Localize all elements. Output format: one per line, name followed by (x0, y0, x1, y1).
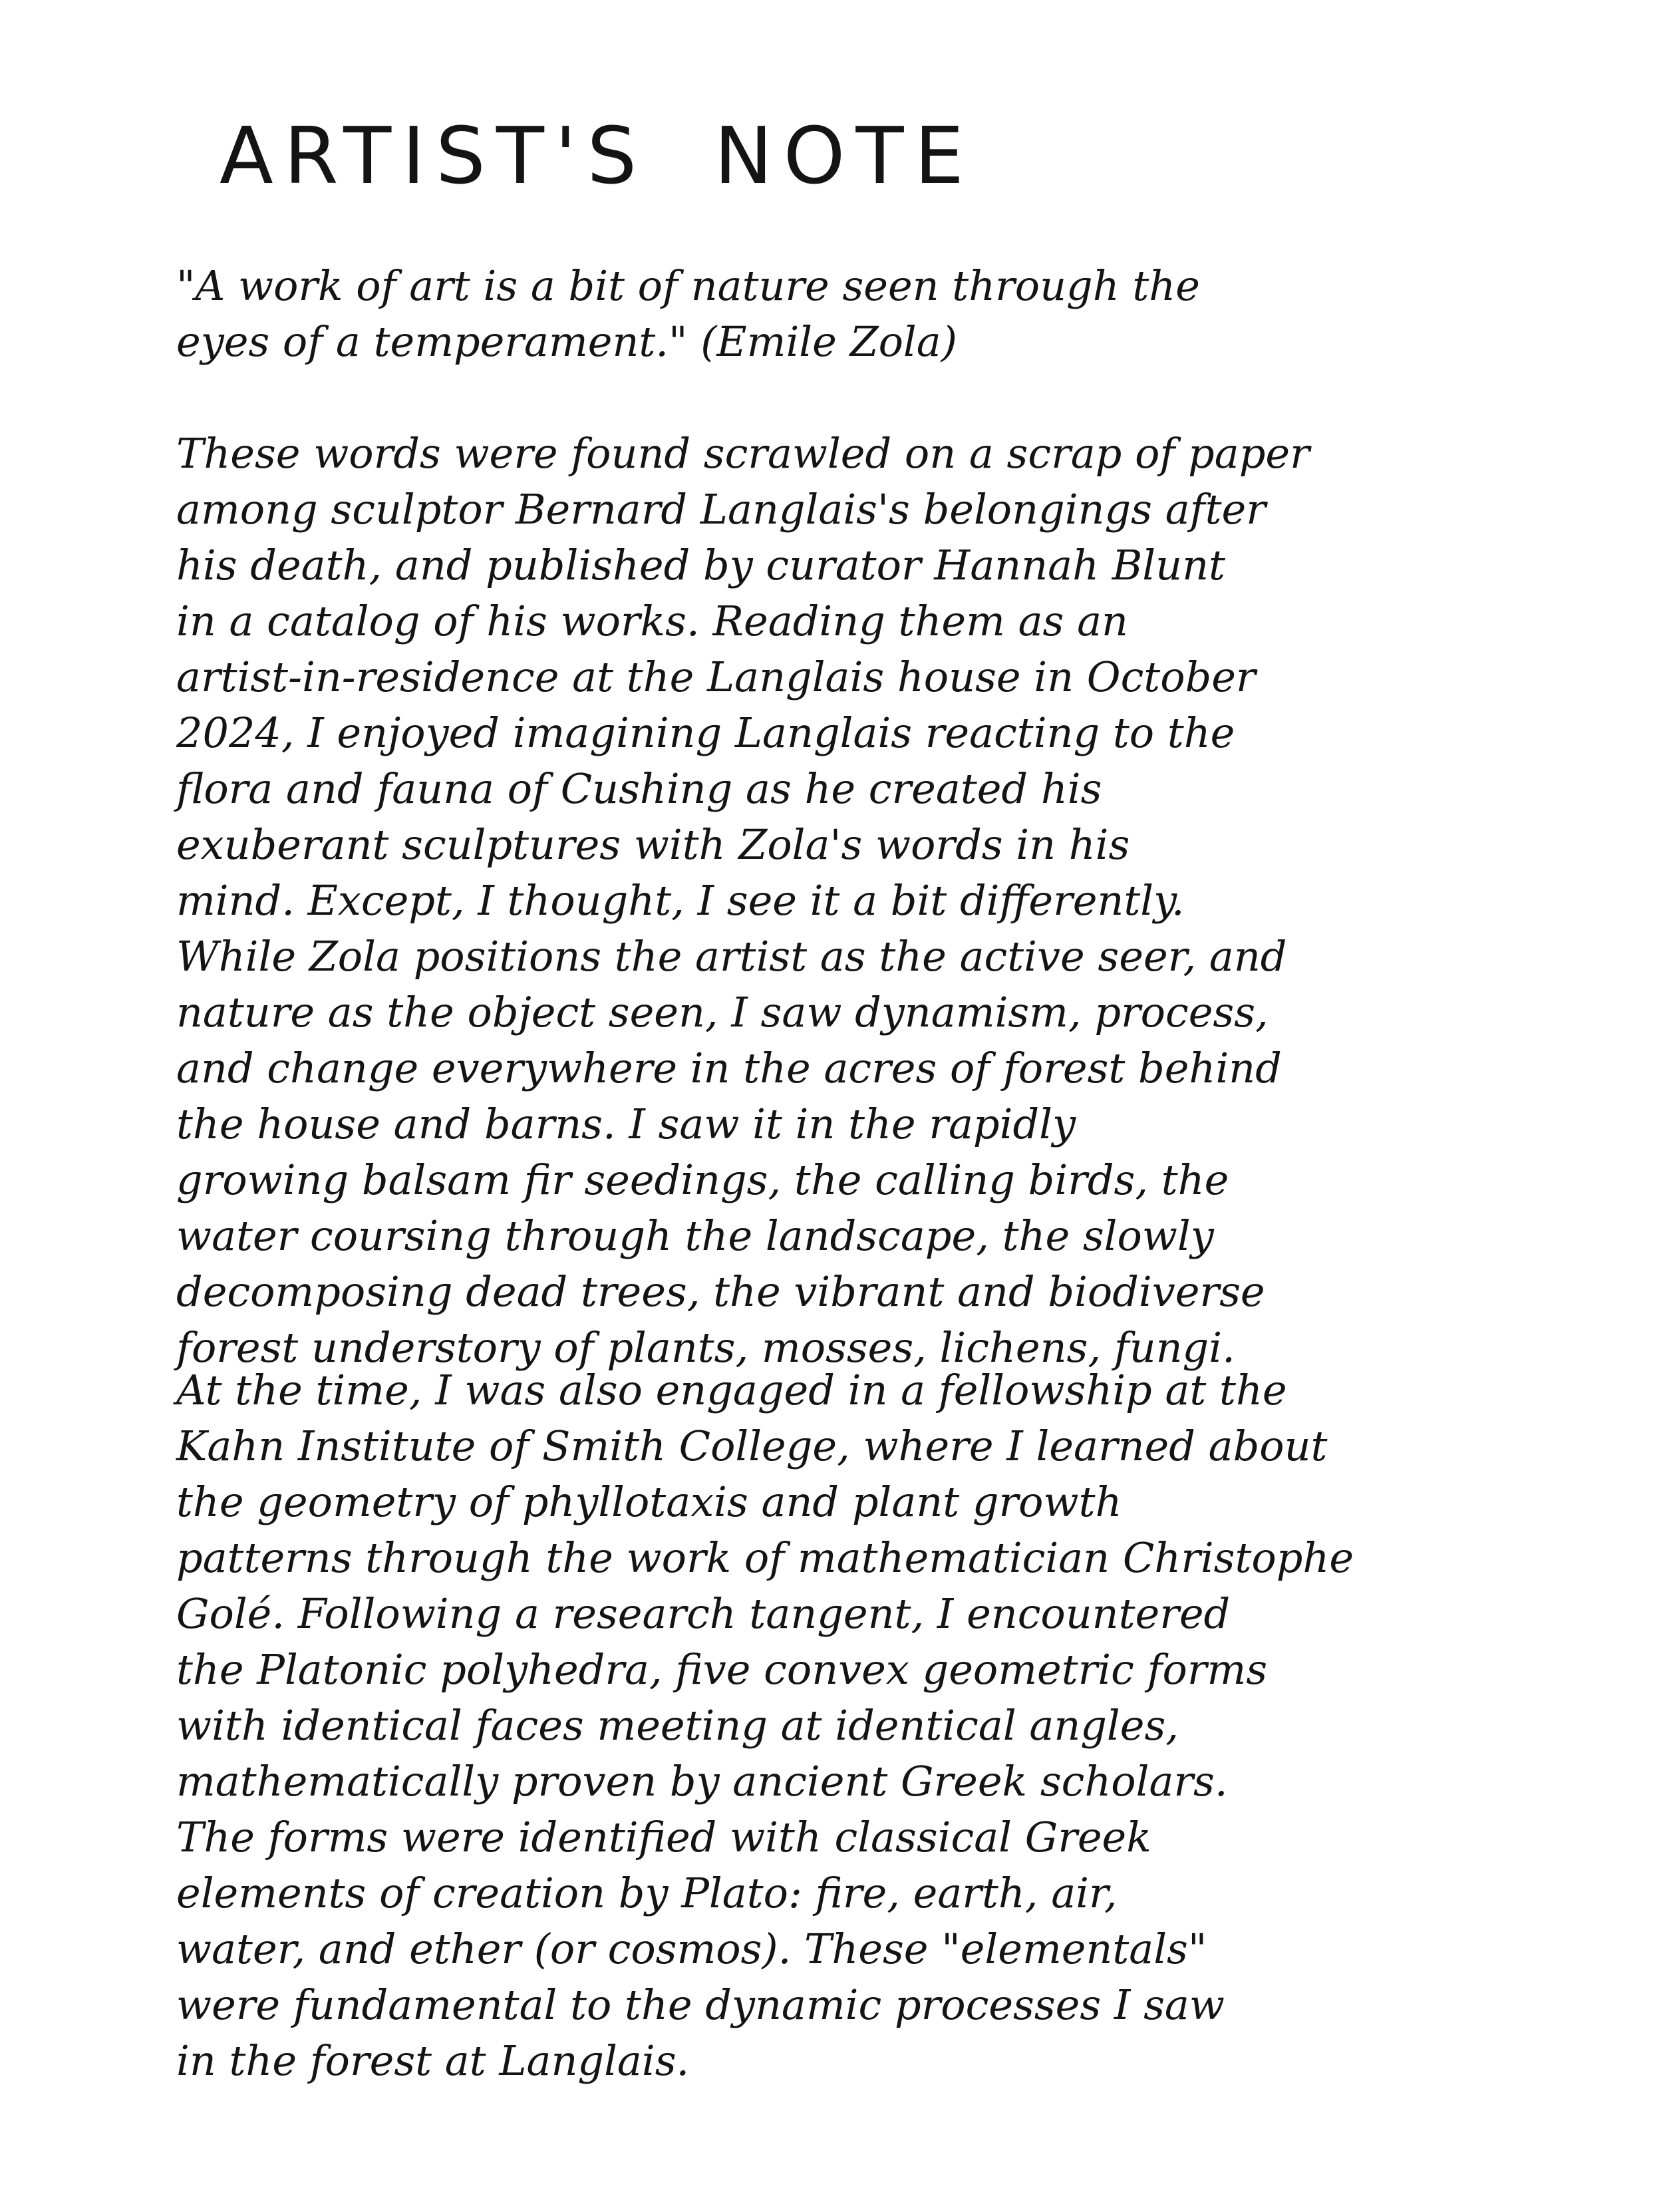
paragraph-line: water, and ether (or cosmos). These "elementals" (176, 1925, 1207, 1973)
paragraph-line: elements of creation by Plato: fire, earth, air, (176, 1869, 1118, 1917)
paragraph-line: growing balsam fir seedings, the calling birds, the (176, 1156, 1229, 1204)
paragraph-line: mathematically proven by ancient Greek scholars. (176, 1757, 1228, 1806)
paragraph-line: At the time, I was also engaged in a fellowship at the (176, 1366, 1287, 1414)
paragraph-2 (176, 1362, 1354, 2089)
paragraph-line: in the forest at Langlais. (176, 2036, 690, 2085)
title-word-note: NOTE (714, 110, 975, 202)
title-word-artists: ARTIST'S (220, 110, 648, 202)
paragraph-line: mind. Except, I thought, I see it a bit differently. (176, 876, 1185, 925)
paragraph-line: water coursing through the landscape, the slowly (176, 1211, 1214, 1260)
paragraph-line: decomposing dead trees, the vibrant and biodiverse (176, 1267, 1265, 1316)
paragraph-line: in a catalog of his works. Reading them as an (176, 597, 1128, 645)
paragraph-line: the house and barns. I saw it in the rapidly (176, 1100, 1076, 1148)
paragraph-line: and change everywhere in the acres of forest behind (176, 1044, 1282, 1092)
paragraph-line: Golé. Following a research tangent, I encountered (176, 1589, 1231, 1638)
paragraph-line: The forms were identified with classical Greek (176, 1813, 1151, 1861)
paragraph-line: his death, and published by curator Hannah Blunt (176, 541, 1225, 589)
paragraph-line: among sculptor Bernard Langlais's belongings after (176, 485, 1266, 534)
paragraph-line: were fundamental to the dynamic processes I saw (176, 1980, 1225, 2029)
paragraph-line: While Zola positions the artist as the active seer, and (176, 932, 1287, 981)
quote-line: "A work of art is a bit of nature seen through the (176, 261, 1200, 310)
paragraph-line: flora and fauna of Cushing as he created his (176, 764, 1102, 813)
paragraph-line: forest understory of plants, mosses, lichens, fungi. (176, 1323, 1235, 1372)
paragraph-line: These words were found scrawled on a scrap of paper (176, 429, 1310, 478)
paragraph-line: nature as the object seen, I saw dynamism, process, (176, 988, 1269, 1036)
paragraph-line: patterns through the work of mathematician Christophe (176, 1533, 1354, 1582)
paragraph-line: 2024, I enjoyed imagining Langlais reacting to the (176, 709, 1235, 757)
paragraph-line: with identical faces meeting at identical angles, (176, 1701, 1179, 1750)
page-title (220, 110, 975, 202)
paragraph-1 (176, 426, 1310, 1376)
paragraph-line: artist-in-residence at the Langlais house in October (176, 653, 1256, 701)
zola-quote (176, 258, 1200, 370)
quote-line: eyes of a temperament." (Emile Zola) (176, 317, 957, 366)
paragraph-line: exuberant sculptures with Zola's words in his (176, 820, 1130, 869)
paragraph-line: Kahn Institute of Smith College, where I learned about (176, 1422, 1328, 1470)
paragraph-line: the geometry of phyllotaxis and plant growth (176, 1478, 1122, 1526)
paragraph-line: the Platonic polyhedra, five convex geometric forms (176, 1645, 1268, 1694)
